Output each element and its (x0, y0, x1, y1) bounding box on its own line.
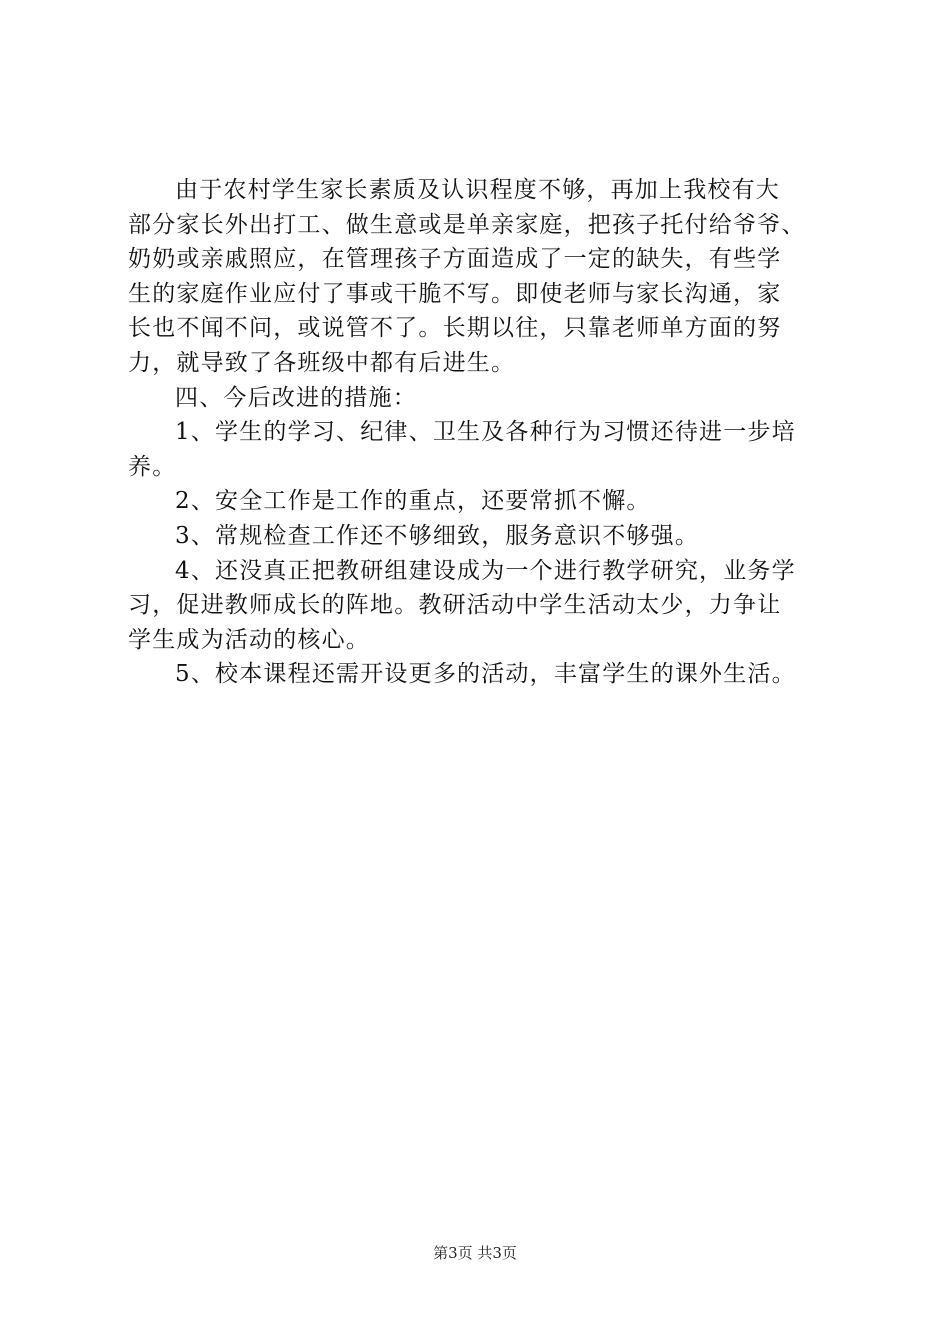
document-body (128, 173, 833, 692)
text-line: 习，促进教师成长的阵地。教研活动中学生活动太少，力争让 (128, 592, 782, 619)
text-line: 学生成为活动的核心。 (128, 626, 370, 653)
text-line: 生的家庭作业应付了事或干脆不写。即使老师与家长沟通，家 (128, 280, 782, 307)
heading-line: 四、今后改进的措施： (175, 384, 417, 411)
text-line: 部分家长外出打工、做生意或是单亲家庭，把孩子托付给爷爷、 (128, 211, 806, 238)
text-line: 奶奶或亲戚照应，在管理孩子方面造成了一定的缺失，有些学 (128, 246, 782, 273)
text-line: 由于农村学生家长素质及认识程度不够，再加上我校有大 (175, 177, 780, 203)
text-line: 力，就导致了各班级中都有后进生。 (128, 349, 516, 376)
text-line: 3、常规检查工作还不够细致，服务意识不够强。 (175, 522, 700, 549)
text-line: 长也不闻不问，或说管不了。长期以往，只靠老师单方面的努 (128, 315, 782, 342)
text-line: 5、校本课程还需开设更多的活动，丰富学生的课外生活。 (175, 661, 796, 688)
list-item-4 (128, 554, 833, 658)
text-line: 4、还没真正把教研组建设成为一个进行教学研究，业务学 (175, 557, 796, 584)
list-item-3 (128, 519, 833, 554)
text-line: 1、学生的学习、纪律、卫生及各种行为习惯还待进一步培 (175, 419, 796, 446)
page-number-footer: 第3页 共3页 (433, 1244, 517, 1262)
text-line: 养。 (128, 453, 177, 480)
section-heading-improvements (128, 381, 833, 416)
list-item-5 (128, 657, 833, 692)
paragraph-rural-parents (128, 173, 833, 381)
text-line: 2、安全工作是工作的重点，还要常抓不懈。 (175, 488, 651, 515)
list-item-1 (128, 415, 833, 484)
list-item-2 (128, 484, 833, 519)
